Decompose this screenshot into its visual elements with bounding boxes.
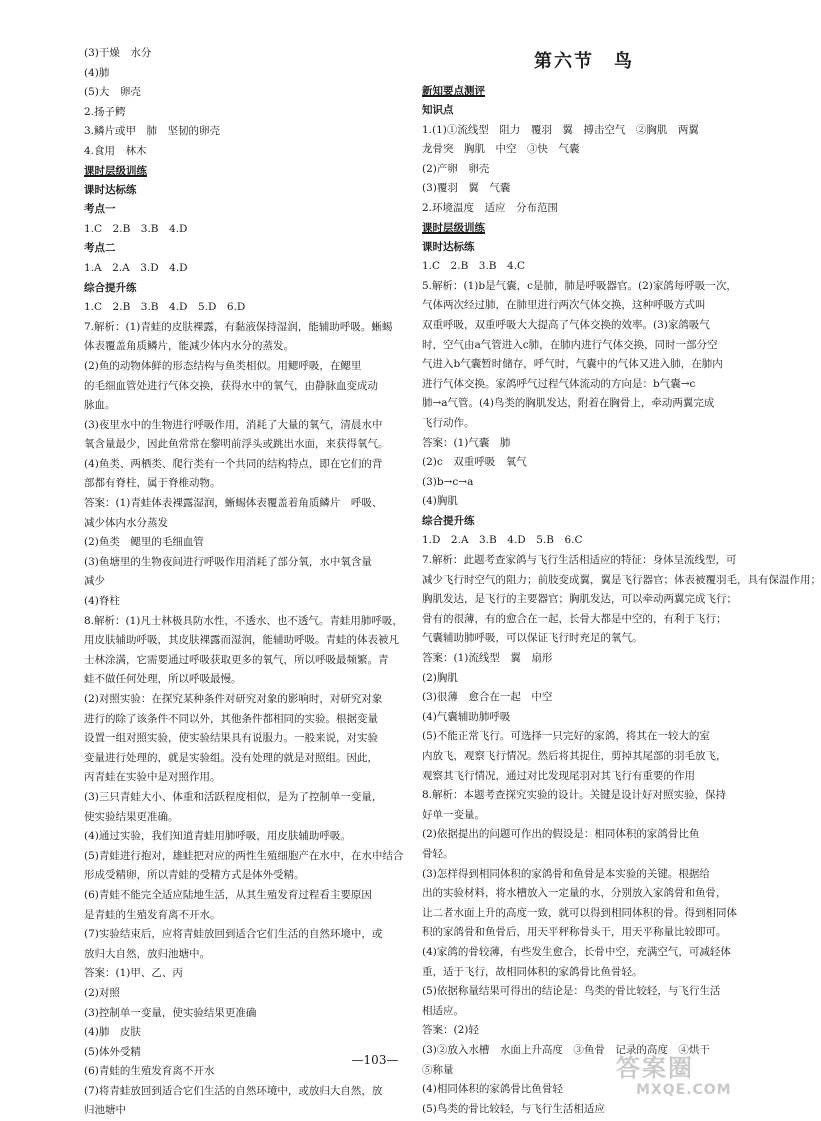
text-line: (3)三只青蛙大小、体重和活跃程度相似，是为了控制单一变量， bbox=[84, 790, 383, 803]
text-line: 骨轻。 bbox=[422, 847, 454, 860]
text-line: 1.A 2.A 3.D 4.D bbox=[84, 261, 188, 274]
text-line: (6)青蛙不能完全适应陆地生活，从其生殖发育过程看主要原因 bbox=[84, 888, 372, 901]
text-line: 骨有的很薄，有的愈合在一起，长骨大都是中空的，有利于飞行； bbox=[422, 612, 727, 625]
text-line: (5)体外受精 bbox=[84, 1045, 141, 1058]
watermark-text: 答案圈 bbox=[616, 1054, 694, 1082]
text-line: (4)肺 皮肤 bbox=[84, 1026, 141, 1039]
text-line: (3)干燥 水分 bbox=[84, 47, 152, 59]
text-line: (2)对照 bbox=[84, 986, 120, 999]
text-line: (6)青蛙的生殖发育离不开水 bbox=[84, 1065, 215, 1078]
watermark-url: MXQE.COM bbox=[636, 1082, 732, 1098]
text-line: 使实验结果更准确。 bbox=[84, 810, 179, 823]
text-line: (5)青蛙进行抱对，雄蛙把对应的两性生殖细胞产在水中，在水中结合 bbox=[84, 849, 404, 862]
text-line: (5)大 卵壳 bbox=[84, 86, 141, 99]
text-line: 重，适于飞行，故相同体积的家鸽骨比鱼骨轻。 bbox=[422, 965, 643, 978]
text-line: (7)将青蛙放回到适合它们生活的自然环境中，或放归大自然，放 bbox=[84, 1084, 383, 1097]
text-line: 减少 bbox=[84, 575, 105, 588]
text-line: 减少飞行时空气的阻力；前肢变成翼，翼是飞行器官；体表被覆羽毛，具有保温作用； bbox=[422, 573, 821, 586]
text-line: 答案：(1)青蛙体表裸露湿润，蜥蜴体表覆盖着角质鳞片 呼吸、 bbox=[84, 497, 383, 510]
text-line: 1.C 2.B 3.B 4.C bbox=[422, 260, 526, 273]
text-line: 设置一组对照实验，使实验结果具有说服力。一般来说，对实验 bbox=[84, 732, 378, 745]
page-number: —103— bbox=[351, 1053, 399, 1067]
text-line: 部都有脊柱，属于脊椎动物。 bbox=[84, 477, 221, 490]
text-line: (4)鱼类、两栖类、爬行类有一个共同的结构特点，即在它们的背 bbox=[84, 457, 383, 470]
text-line: (4)通过实验，我们知道青蛙用肺呼吸，用皮肤辅助呼吸。 bbox=[84, 830, 351, 843]
text-line: (4)气囊辅助肺呼吸 bbox=[422, 710, 511, 723]
text-line: 放归大自然，放归池塘中。 bbox=[84, 947, 210, 960]
subheading: 综合提升练 bbox=[84, 281, 137, 294]
text-line: 2.扬子鳄 bbox=[84, 105, 126, 118]
text-line: (2)胸肌 bbox=[422, 671, 458, 684]
text-line: (3)夜里水中的生物进行呼吸作用，消耗了大量的氧气，清晨水中 bbox=[84, 418, 383, 431]
text-line: 7.解析：此题考查家鸽与飞行生活相适应的特征：身体呈流线型，可 bbox=[422, 554, 737, 567]
text-line: (3)控制单一变量，使实验结果更准确 bbox=[84, 1006, 257, 1019]
text-line: (7)实验结束后，应将青蛙放回到适合它们生活的自然环境中，或 bbox=[84, 928, 383, 941]
text-line: 气体两次经过肺，在肺里进行两次气体交换，这种呼吸方式叫 bbox=[422, 299, 706, 312]
text-line: (3)②放入水槽 水面上升高度 ③鱼骨 记录的高度 ④烘干 bbox=[422, 1043, 710, 1056]
text-line: 体表覆盖角质鳞片，能减少体内水分的蒸发。 bbox=[84, 340, 294, 353]
watermark-logo bbox=[616, 1054, 746, 1098]
text-line: 8.解析：本题考查探究实验的设计。关键是设计好对照实验，保持 bbox=[422, 789, 727, 802]
text-line: 出的实验材料，将水槽放入一定量的水，分别放入家鸽骨和鱼骨， bbox=[422, 887, 727, 900]
subheading: 综合提升练 bbox=[422, 514, 475, 527]
right-column bbox=[422, 44, 821, 1119]
text-line: 气囊辅助肺呼吸，可以保证飞行时充足的氧气。 bbox=[422, 632, 643, 645]
text-line: (3)怎样得到相同体积的家鸽骨和鱼骨是本实验的关键。根据给 bbox=[422, 867, 710, 880]
text-line: (2)依据提出的问题可作出的假设是：相同体积的家鸽骨比鱼 bbox=[422, 828, 700, 841]
text-line: (4)家鸽的骨较薄，有些发生愈合，长骨中空，充满空气，可减轻体 bbox=[422, 945, 731, 958]
subheading: 课时达标练 bbox=[422, 240, 475, 253]
text-line: 肺→a气管。(4)鸟类的胸肌发达，附着在胸骨上，牵动两翼完成 bbox=[422, 397, 715, 410]
text-line: 让二者水面上升的高度一致，就可以得到相同体积的骨。得到相同体 bbox=[422, 906, 737, 919]
text-line: 5.解析：(1)b是气囊，c是肺，肺是呼吸器官。(2)家鸽每呼吸一次， bbox=[422, 279, 737, 292]
text-line: 是青蛙的生殖发育离不开水。 bbox=[84, 908, 221, 921]
text-line: (2)鱼的动物体鲜的形态结构与鱼类相似。用鳃呼吸，在鳃里 bbox=[84, 359, 362, 372]
text-line: 气进入b气囊暂时储存，呼气时，气囊中的气体又进入肺，在肺内 bbox=[422, 358, 723, 371]
text-line: 积的家鸽骨和鱼骨后，用天平秤称骨头干，用天平称量比较即可。 bbox=[422, 926, 727, 939]
text-line: (4)肺 bbox=[84, 66, 110, 79]
text-line: 好单一变量。 bbox=[422, 808, 485, 821]
text-line: (3)很薄 愈合在一起 中空 bbox=[422, 691, 553, 704]
section-title: 第六节 鸟 bbox=[534, 51, 634, 72]
text-line: 7.解析：(1)青蛙的皮肤裸露，有黏液保持湿润，能辅助呼吸。蜥蜴 bbox=[84, 320, 393, 333]
text-line: 形成受精卵，所以青蛙的受精方式是体外受精。 bbox=[84, 869, 305, 882]
subheading: 考点二 bbox=[84, 242, 116, 255]
text-line: 归池塘中 bbox=[84, 1104, 126, 1117]
text-line: 答案：(2)轻 bbox=[422, 1024, 479, 1037]
text-line: 的毛细血管处进行气体交换，获得水中的氧气，由静脉血变成动 bbox=[84, 379, 378, 392]
section-heading: 课时层级训练 bbox=[84, 164, 147, 177]
text-line: 氧含量最少，因此鱼常常在黎明前浮头或跳出水面，来获得氧气。 bbox=[84, 438, 389, 451]
right-lines bbox=[422, 82, 821, 1119]
text-line: 答案：(1)流线型 翼 扇形 bbox=[422, 652, 553, 665]
text-line: (2)鱼类 鳃里的毛细血管 bbox=[84, 536, 204, 549]
text-line: 变量进行处理的，就是实验组。没有处理的就是对照组。因此， bbox=[84, 751, 378, 764]
text-line: 观察其飞行情况，通过对比发现尾羽对其飞行有重要的作用 bbox=[422, 769, 695, 782]
left-column bbox=[84, 44, 406, 1121]
text-line: 胸肌发达，是飞行的主要器官；胸肌发达，可以牵动两翼完成飞行； bbox=[422, 593, 737, 606]
text-line: 1.C 2.B 3.B 4.D 5.D 6.D bbox=[84, 301, 246, 314]
text-line: 减少体内水分蒸发 bbox=[84, 516, 168, 529]
text-line: 龙骨突 胸肌 中空 ③快 气囊 bbox=[422, 143, 580, 156]
text-line: 8.解析：(1)凡士林极具防水性，不透水、也不透气。青蛙用肺呼吸， bbox=[84, 614, 403, 627]
text-line: (2)对照实验：在探究某种条件对研究对象的影响时，对研究对象 bbox=[84, 693, 383, 705]
text-line: (4)相同体积的家鸽骨比鱼骨轻 bbox=[422, 1083, 563, 1096]
text-line: (3)鱼塘里的生物夜间进行呼吸作用消耗了部分氧，水中氧含量 bbox=[84, 555, 372, 568]
text-line: 蛙不做任何处理，所以呼吸最慢。 bbox=[84, 673, 242, 686]
text-line: (5)鸟类的骨比较轻，与飞行生活相适应 bbox=[422, 1102, 605, 1115]
subheading: 考点一 bbox=[84, 203, 116, 216]
text-line: 进行的除了该条件不同以外，其他条件都相同的实验。根据变量 bbox=[84, 712, 378, 725]
subheading: 知识点 bbox=[422, 104, 454, 116]
text-line: 飞行动作。 bbox=[422, 416, 475, 429]
text-line: (2)产卵 卵壳 bbox=[422, 162, 490, 175]
text-line: 内放飞，观察飞行情况。然后将其捉住，剪掉其尾部的羽毛放飞， bbox=[422, 750, 727, 762]
text-line: 丙青蛙在实验中是对照作用。 bbox=[84, 771, 221, 784]
text-line: (5)不能正常飞行。可选择一只完好的家鸽，将其在一较大的室 bbox=[422, 730, 710, 743]
text-line: 答案：(1)甲、乙、丙 bbox=[84, 967, 183, 980]
text-line: ⑤称量 bbox=[422, 1063, 454, 1076]
text-line: (5)依据称量结果可得出的结论是：鸟类的骨比较轻，与飞行生活 bbox=[422, 985, 721, 998]
section-heading: 课时层级训练 bbox=[422, 221, 485, 234]
text-line: (2)c 双重呼吸 氧气 bbox=[422, 456, 527, 469]
section-heading: 新知要点测评 bbox=[422, 85, 485, 97]
text-line: 相适应。 bbox=[422, 1004, 464, 1017]
subheading: 课时达标练 bbox=[84, 183, 137, 196]
text-line: 答案：(1)气囊 肺 bbox=[422, 436, 511, 449]
text-line: 用皮肤辅助呼吸，其皮肤裸露而湿润，能辅助呼吸。青蛙的体表被凡 bbox=[84, 634, 399, 647]
text-line: 双重呼吸，双重呼吸大大提高了气体交换的效率。(3)家鸽吸气 bbox=[422, 318, 710, 331]
text-line: 1.C 2.B 3.B 4.D bbox=[84, 222, 188, 235]
text-line: 士林涂满，它需要通过呼吸获取更多的氧气，所以呼吸最频繁。青 bbox=[84, 653, 389, 666]
text-line: 3.鳞片或甲 肺 坚韧的卵壳 bbox=[84, 125, 221, 138]
text-line: 脉血。 bbox=[84, 399, 116, 412]
text-line: (4)脊柱 bbox=[84, 595, 120, 608]
text-line: 1.(1)①流线型 阻力 覆羽 翼 搏击空气 ②胸肌 两翼 bbox=[422, 123, 699, 136]
text-line: 时，空气由a气管进入c肺，在肺内进行气体交换，同时一部分空 bbox=[422, 338, 718, 351]
text-line: (4)胸肌 bbox=[422, 495, 458, 508]
text-line: 4.食用 林木 bbox=[84, 144, 147, 157]
text-line: 2.环境温度 适应 分布范围 bbox=[422, 201, 559, 214]
text-line: (3)覆羽 翼 气囊 bbox=[422, 182, 511, 195]
text-line: 1.D 2.A 3.B 4.D 5.B 6.C bbox=[422, 534, 583, 547]
text-line: 进行气体交换。家鸽呼气过程气体流动的方向是：b气囊→c bbox=[422, 377, 696, 390]
text-line: (3)b→c→a bbox=[422, 475, 474, 488]
